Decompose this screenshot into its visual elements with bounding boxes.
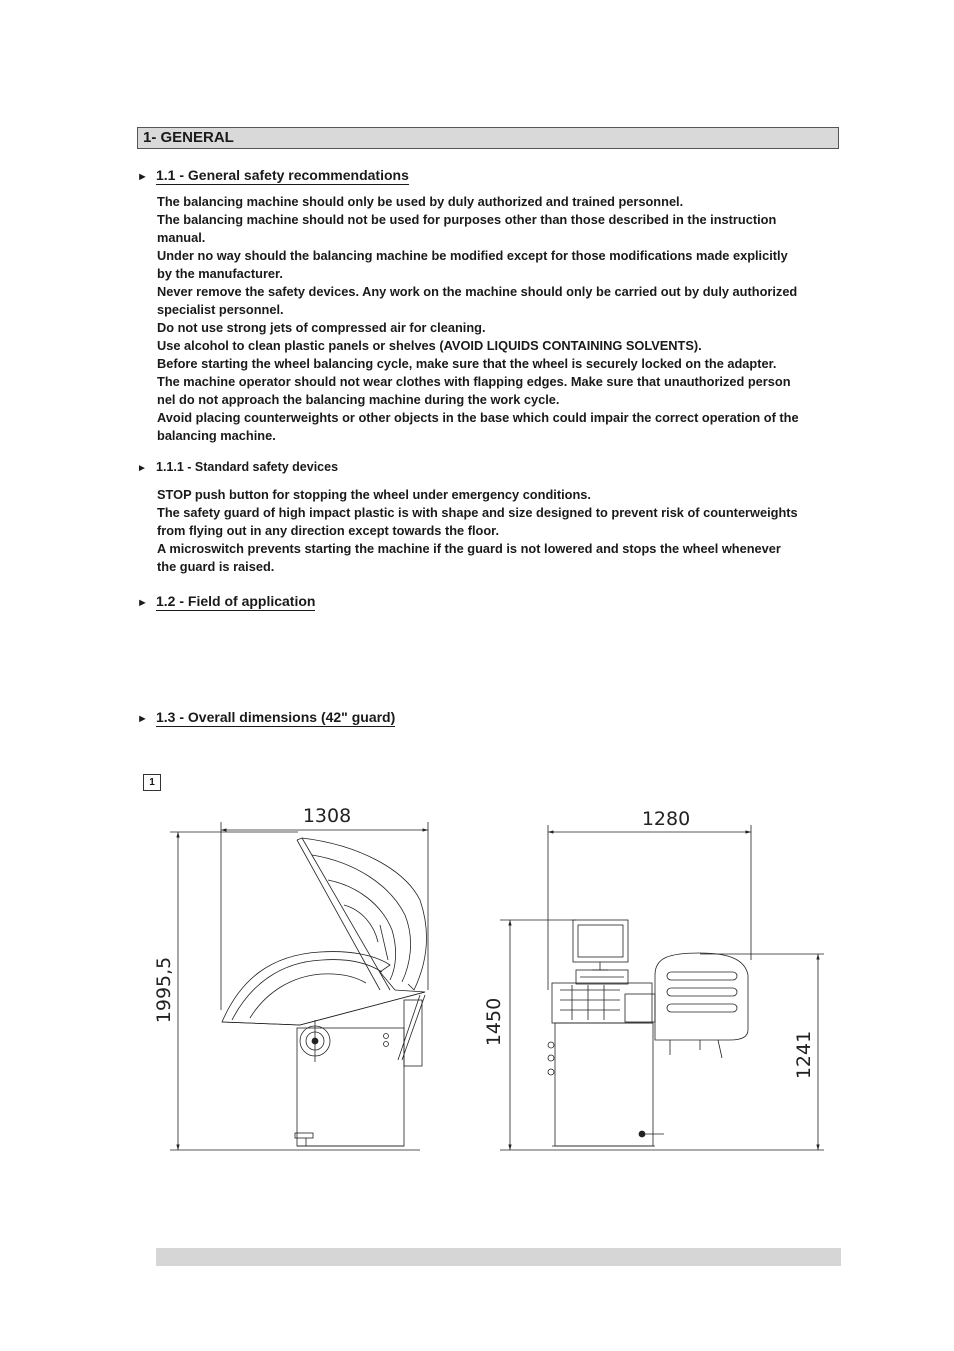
text-line: Use alcohol to clean plastic panels or shelves (AVOID LIQUIDS CONTAINING SOLVENTS). — [157, 338, 702, 353]
text-line: The balancing machine should only be used by duly authorized and trained personnel. — [157, 194, 684, 209]
text-line: specialist personnel. — [157, 302, 284, 317]
text-line: The safety guard of high impact plastic is with shape and size designed to prevent risk of counterweights — [157, 505, 798, 520]
bullet-arrow-icon: ► — [137, 463, 147, 474]
bullet-arrow-icon: ► — [137, 171, 148, 183]
text-line: nel do not approach the balancing machine during the work cycle. — [157, 392, 560, 407]
text-line: Avoid placing counterweights or other objects in the base which could impair the correct operation of the — [157, 410, 799, 425]
text-line: The balancing machine should not be used for purposes other than those described in the instruction — [157, 212, 777, 227]
text-line: by the manufacturer. — [157, 266, 283, 281]
text-line: Before starting the wheel balancing cycle, make sure that the wheel is securely locked on the adapter. — [157, 356, 777, 371]
text-line: from flying out in any direction except towards the floor. — [157, 523, 499, 538]
text-line: Do not use strong jets of compressed air for cleaning. — [157, 320, 486, 335]
figure-number: 1 — [143, 774, 161, 791]
dim-side-height: 1995,5 — [153, 956, 175, 1024]
heading-text: 1.1 - General safety recommendations — [156, 167, 409, 183]
text-line: STOP push button for stopping the wheel under emergency conditions. — [157, 487, 591, 502]
bullet-arrow-icon: ► — [137, 597, 148, 609]
text-line: Under no way should the balancing machine be modified except for those modifications made explicitly — [157, 248, 788, 263]
text-line: the guard is raised. — [157, 559, 275, 574]
section-title: 1- GENERAL — [137, 127, 839, 149]
text-line: The machine operator should not wear clothes with flapping edges. Make sure that unauthorized person — [157, 374, 791, 389]
text-line: A microswitch prevents starting the machine if the guard is not lowered and stops the wheel whenever — [157, 541, 781, 556]
side-view-machine — [170, 822, 428, 1150]
dim-guard-height: 1241 — [793, 1030, 815, 1080]
front-view-machine — [500, 825, 824, 1150]
heading-text: 1.1.1 - Standard safety devices — [156, 460, 339, 474]
text-line: balancing machine. — [157, 428, 276, 443]
heading-text: 1.3 - Overall dimensions (42" guard) — [156, 709, 396, 725]
bullet-arrow-icon: ► — [137, 713, 148, 725]
text-line: manual. — [157, 230, 206, 245]
text-line: Never remove the safety devices. Any work on the machine should only be carried out by duly authorized — [157, 284, 798, 299]
heading-text: 1.2 - Field of application — [156, 593, 316, 609]
dim-side-width: 1308 — [302, 805, 352, 827]
dim-front-height: 1450 — [483, 997, 505, 1047]
footer-bar — [156, 1248, 841, 1266]
dim-front-width: 1280 — [641, 808, 691, 830]
